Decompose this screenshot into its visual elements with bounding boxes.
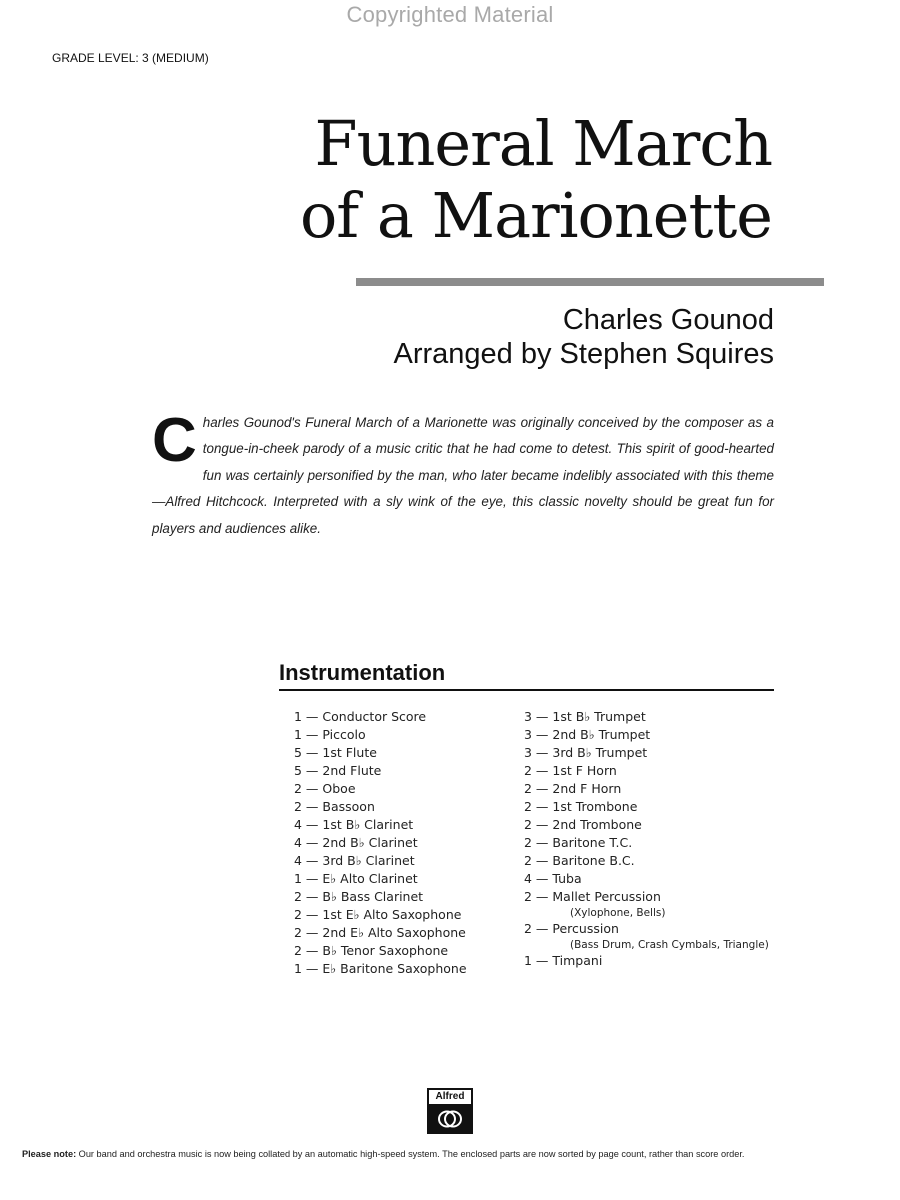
instrument-item: 4 — 1st B♭ Clarinet	[294, 817, 414, 832]
instrument-item: 2 — 1st Trombone	[524, 799, 638, 814]
instrument-item: 1 — E♭ Alto Clarinet	[294, 871, 418, 886]
footer-text: Our band and orchestra music is now being collated by an automatic high-speed system. The enclosed parts are now sorted by page count, rather than score order.	[76, 1149, 745, 1159]
alfred-logo-text: Alfred	[429, 1090, 471, 1106]
instrument-item: 1 — Timpani	[524, 953, 603, 968]
grade-level: GRADE LEVEL: 3 (MEDIUM)	[52, 51, 209, 65]
intro-text: harles Gounod's Funeral March of a Marionette was originally conceived by the composer as a tongue-in-cheek parody of a music critic that he had come to detest. This spirit of good-hearted fun was certainly personified by the man, who later became indelibly associated with this theme—Alfred Hitchcock. Interpreted with a sly wink of the eye, this classic novelty should be great fun for players and audiences alike.	[152, 415, 774, 536]
instrument-list-right	[524, 708, 784, 970]
alfred-logo-emblem	[429, 1106, 471, 1132]
footer-note	[22, 1149, 882, 1159]
arranger-credit: Arranged by Stephen Squires	[393, 338, 774, 370]
instrument-item: 2 — B♭ Tenor Saxophone	[294, 943, 449, 958]
instrument-item: 1 — E♭ Baritone Saxophone	[294, 961, 467, 976]
instrument-label: 2 — Percussion	[524, 921, 619, 936]
drop-cap: C	[152, 406, 197, 475]
instrument-item: 2 — 2nd E♭ Alto Saxophone	[294, 925, 466, 940]
instrument-list-left	[294, 708, 514, 978]
footer-label: Please note:	[22, 1149, 77, 1159]
instrumentation-divider	[279, 689, 774, 691]
intro-paragraph	[152, 406, 774, 542]
instrument-note: (Bass Drum, Crash Cymbals, Triangle)	[570, 939, 769, 951]
instrument-item: 1 — Piccolo	[294, 727, 366, 742]
page-title	[252, 108, 772, 252]
instrument-item: 2 — Baritone T.C.	[524, 835, 633, 850]
instrument-item: 2 — 2nd F Horn	[524, 781, 622, 796]
instrument-note: (Xylophone, Bells)	[570, 907, 666, 919]
instrument-item: 3 — 2nd B♭ Trumpet	[524, 727, 651, 742]
instrument-item: 1 — Conductor Score	[294, 709, 427, 724]
instrumentation-heading: Instrumentation	[279, 660, 446, 685]
instrument-item: 5 — 1st Flute	[294, 745, 377, 760]
title-line-2: of a Marionette	[299, 179, 772, 252]
instrument-item-with-note	[524, 920, 784, 952]
copyright-watermark: Copyrighted Material	[346, 2, 554, 27]
composer-name: Charles Gounod	[562, 304, 774, 336]
instrument-item: 3 — 1st B♭ Trumpet	[524, 709, 646, 724]
instrument-item: 2 — 2nd Trombone	[524, 817, 642, 832]
instrument-item: 2 — 1st F Horn	[524, 763, 617, 778]
alfred-logo	[427, 1088, 473, 1134]
instrument-item: 3 — 3rd B♭ Trumpet	[524, 745, 648, 760]
instrument-label: 2 — Mallet Percussion	[524, 889, 661, 904]
title-line-1: Funeral March	[314, 107, 772, 180]
instrument-item-with-note	[524, 888, 784, 920]
instrument-item: 4 — 3rd B♭ Clarinet	[294, 853, 415, 868]
credits	[274, 303, 774, 371]
instrument-item: 5 — 2nd Flute	[294, 763, 382, 778]
instrument-item: 2 — 1st E♭ Alto Saxophone	[294, 907, 462, 922]
instrument-item: 4 — Tuba	[524, 871, 582, 886]
title-divider	[356, 278, 824, 286]
alfred-emblem-icon	[437, 1109, 463, 1129]
instrument-item: 2 — Oboe	[294, 781, 356, 796]
instrument-item: 2 — Baritone B.C.	[524, 853, 635, 868]
instrument-item: 2 — B♭ Bass Clarinet	[294, 889, 424, 904]
instrument-item: 2 — Bassoon	[294, 799, 375, 814]
instrument-item: 4 — 2nd B♭ Clarinet	[294, 835, 418, 850]
